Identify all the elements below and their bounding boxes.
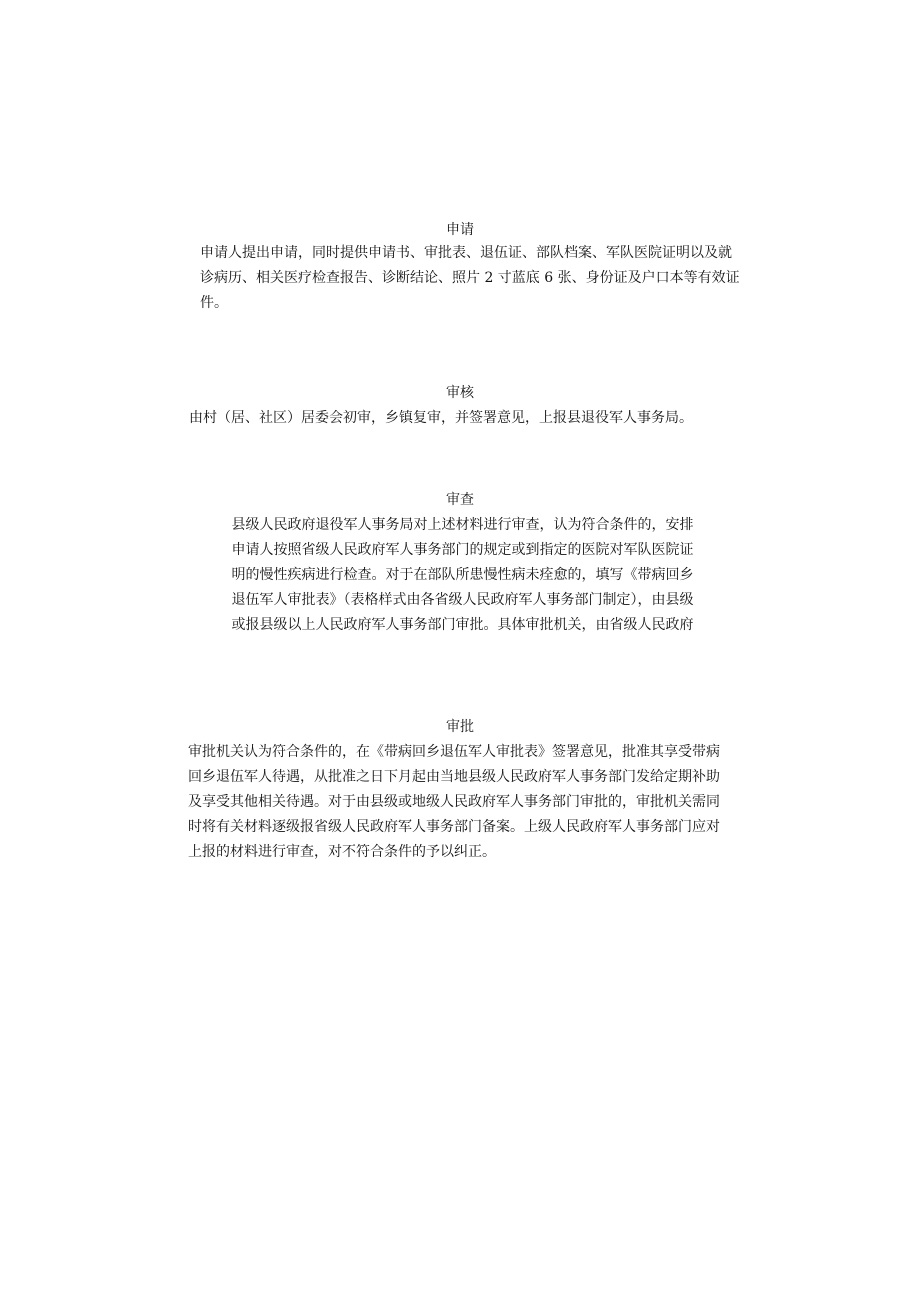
section-title-apply: 申请 xyxy=(446,222,474,238)
section-title-approval: 审批 xyxy=(446,719,474,735)
section-body-review: 由村（居、社区）居委会初审，乡镇复审，并签署意见，上报县退役军人事务局。 xyxy=(189,410,693,426)
section-title-examination: 审查 xyxy=(446,492,474,508)
section-body-apply: 申请人提出申请，同时提供申请书、审批表、退伍证、部队档案、军队医院证明以及就 诊病历、相关医疗检查报告、诊断结论、照片 2 寸蓝底 6 张、身份证及户口本等有效证 件。 xyxy=(200,245,740,311)
section-body-examination: 县级人民政府退役军人事务局对上述材料进行审查，认为符合条件的，安排 申请人按照省级人民政府军人事务部门的规定或到指定的医院对军队医院证 明的慢性疾病进行检查。对于在部队所患慢性病未痊愈的，填写《带病回乡 退伍军人审批表》（表格样式由各省级人民政府军人事务部门制定），由县级 或报县级以上人民政府军人事务部门审批。具体审批机关，由省级人民政府 xyxy=(231,517,694,633)
section-title-review: 审核 xyxy=(446,385,474,401)
section-body-approval: 审批机关认为符合条件的，在《带病回乡退伍军人审批表》签署意见，批准其享受带病 回乡退伍军人待遇，从批准之日下月起由当地县级人民政府军人事务部门发给定期补助 及享受其他相关待遇。对于由县级或地级人民政府军人事务部门审批的，审批机关需同 时将有关材料逐级报省级人民政府军人事务部门备案。上级人民政府军人事务部门应对 上报的材料进行审查，对不符合条件的予以纠正。 xyxy=(188,744,720,860)
